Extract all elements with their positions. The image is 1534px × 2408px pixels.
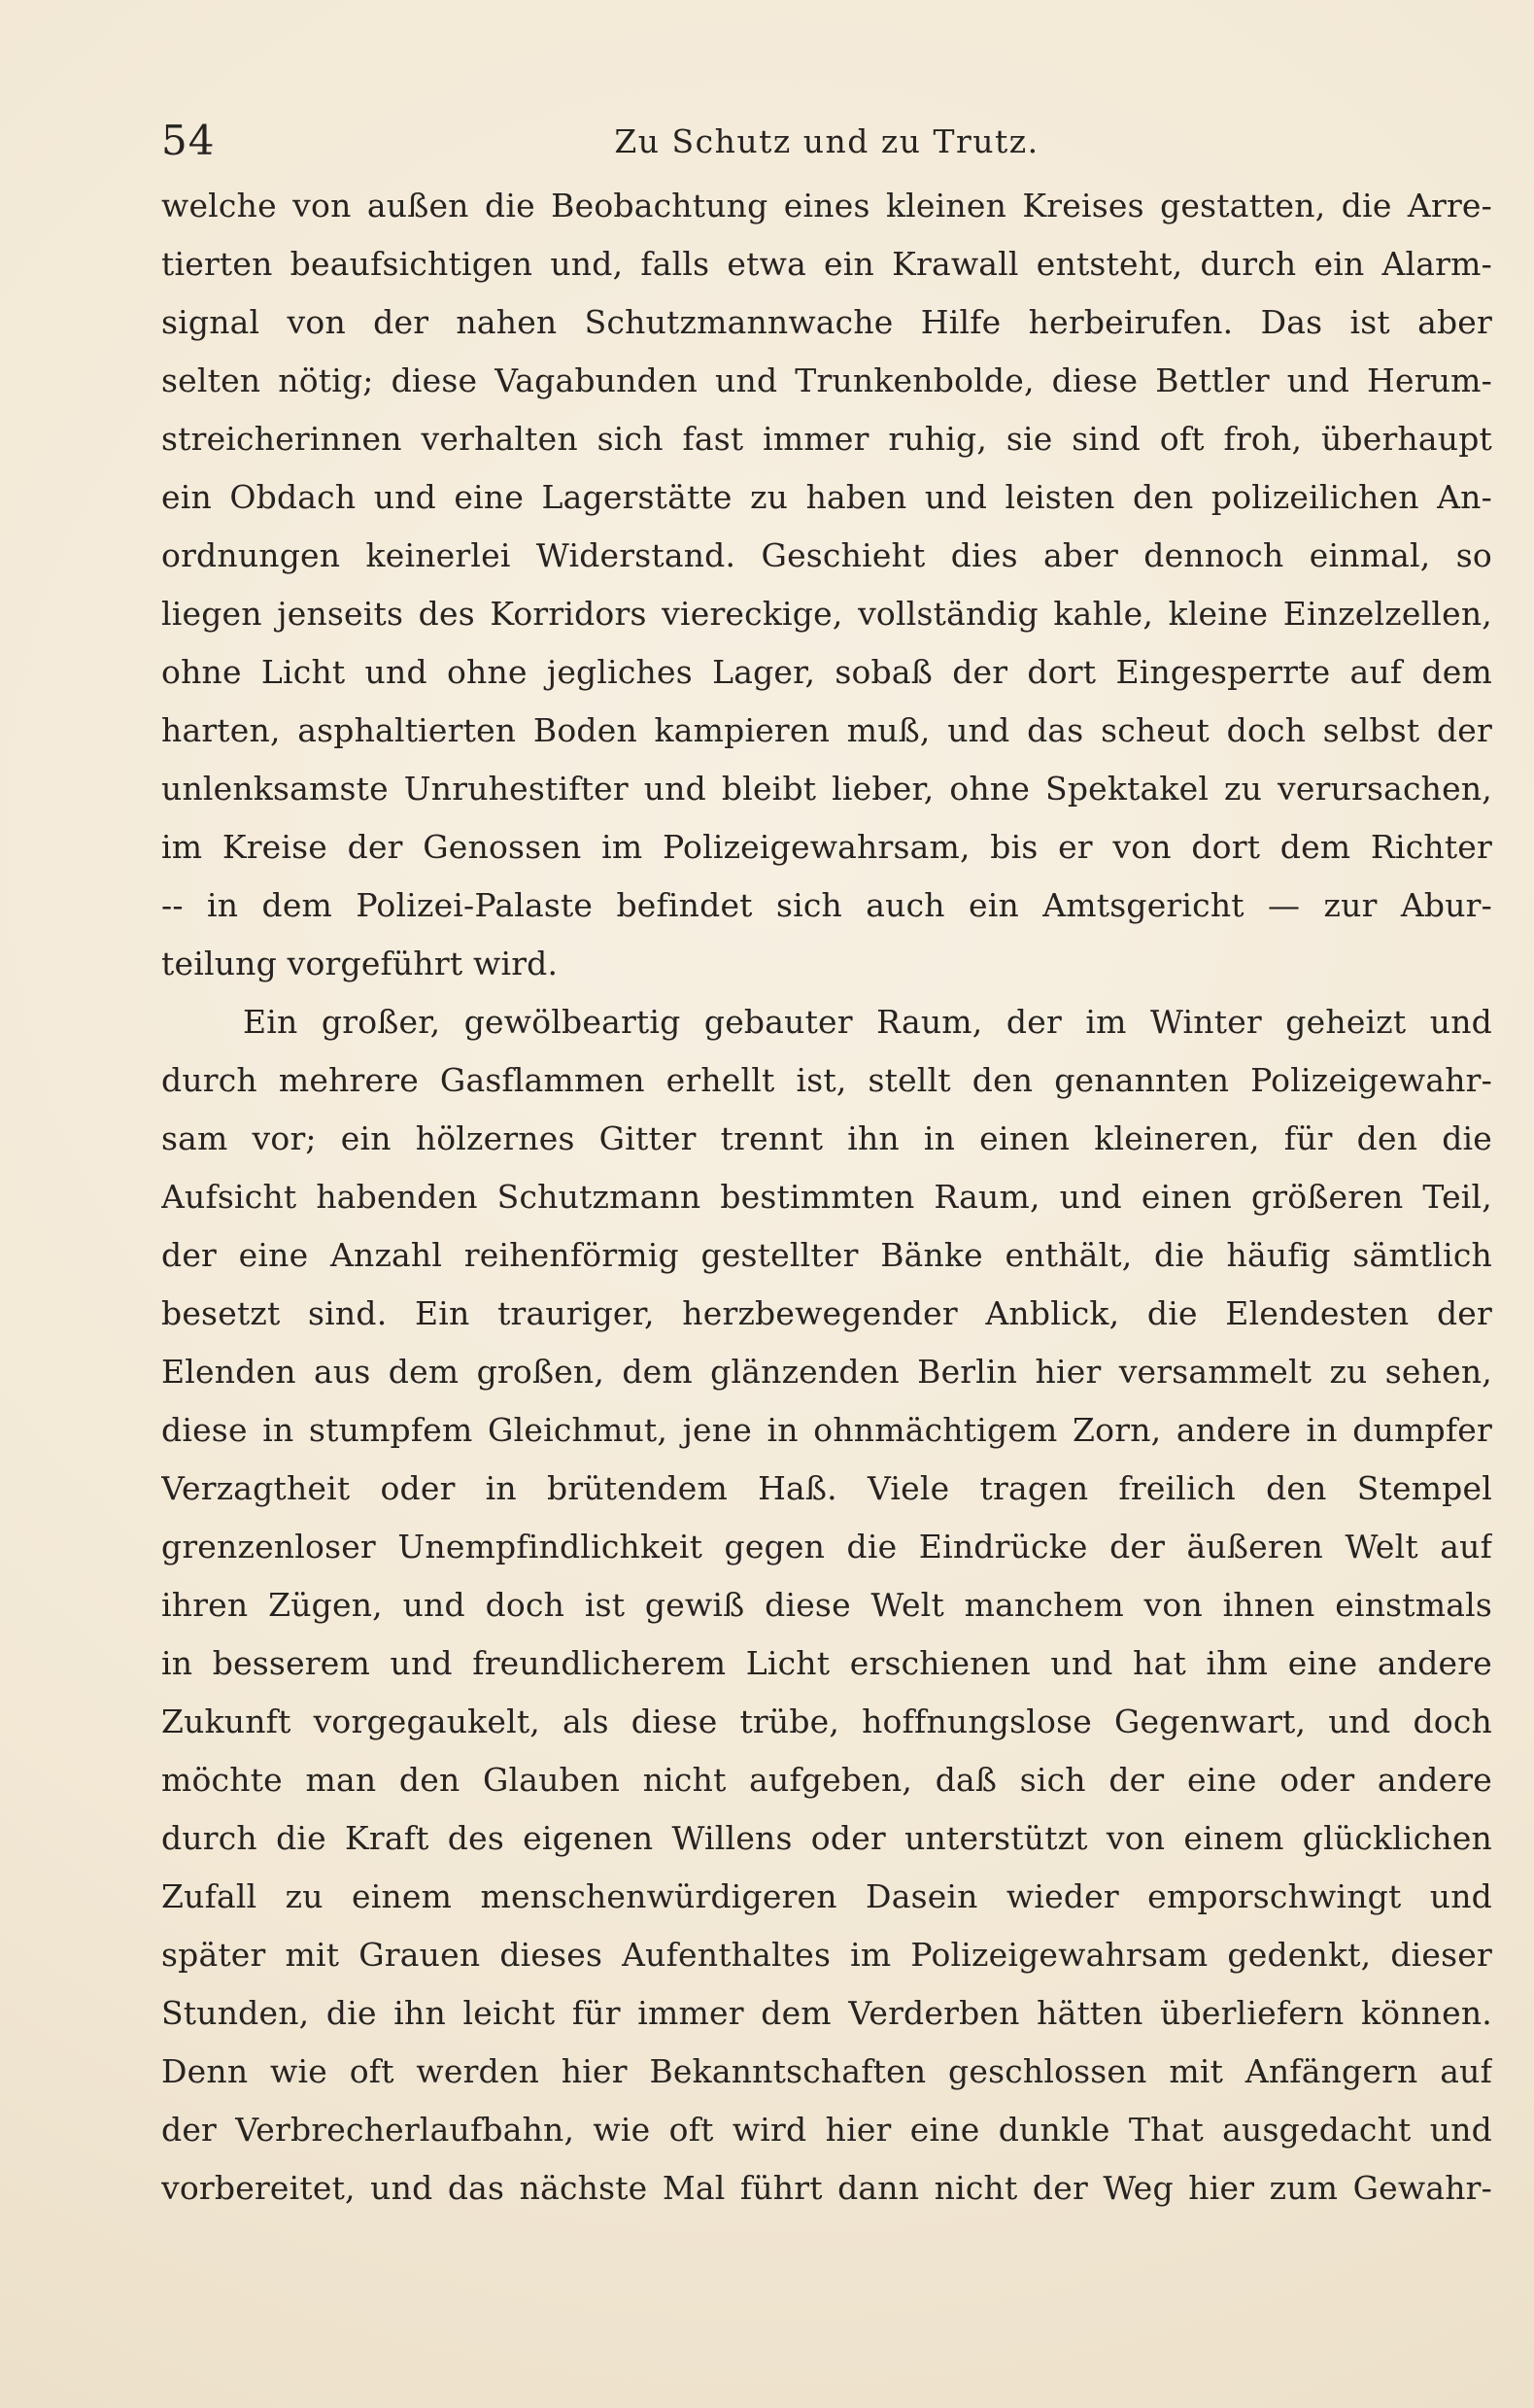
text-line: Stunden, die ihn leicht für immer dem Verderben hätten überliefern können. bbox=[161, 1994, 1492, 2032]
text-line: Ein großer, gewölbeartig gebauter Raum, der im Winter geheizt und bbox=[243, 1003, 1492, 1041]
text-line: ein Obdach und eine Lagerstätte zu haben und leisten den polizeilichen An- bbox=[161, 478, 1492, 516]
text-line: unlenksamste Unruhestifter und bleibt lieber, ohne Spektakel zu verursachen, bbox=[161, 770, 1492, 808]
text-line: selten nötig; diese Vagabunden und Trunkenbolde, diese Bettler und Herum- bbox=[161, 361, 1492, 399]
text-line: Zukunft vorgegaukelt, als diese trübe, hoffnungslose Gegenwart, und doch bbox=[161, 1703, 1492, 1740]
page-header bbox=[161, 115, 1492, 167]
text-line: vorbereitet, und das nächste Mal führt dann nicht der Weg hier zum Gewahr- bbox=[161, 2169, 1492, 2207]
text-line: Denn wie oft werden hier Bekanntschaften geschlossen mit Anfängern auf bbox=[161, 2052, 1492, 2090]
text-line: Elenden aus dem großen, dem glänzenden Berlin hier versammelt zu sehen, bbox=[161, 1353, 1492, 1391]
text-line: ihren Zügen, und doch ist gewiß diese Welt manchem von ihnen einstmals bbox=[161, 1586, 1492, 1624]
text-line: der eine Anzahl reihenförmig gestellter Bänke enthält, die häufig sämtlich bbox=[161, 1236, 1492, 1274]
text-line: tierten beaufsichtigen und, falls etwa ein Krawall entsteht, durch ein Alarm- bbox=[161, 245, 1492, 283]
text-line: -- in dem Polizei-Palaste befindet sich auch ein Amtsgericht — zur Abur- bbox=[161, 886, 1492, 924]
text-line: im Kreise der Genossen im Polizeigewahrsam, bis er von dort dem Richter bbox=[161, 828, 1492, 866]
text-line: in besserem und freundlicherem Licht erschienen und hat ihm eine andere bbox=[161, 1644, 1492, 1682]
text-line: Aufsicht habenden Schutzmann bestimmten Raum, und einen größeren Teil, bbox=[161, 1178, 1492, 1216]
text-line: Zufall zu einem menschenwürdigeren Dasein wieder emporschwingt und bbox=[161, 1877, 1492, 1915]
text-line: besetzt sind. Ein trauriger, herzbewegender Anblick, die Elendesten der bbox=[161, 1294, 1492, 1332]
text-line: streicherinnen verhalten sich fast immer ruhig, sie sind oft froh, überhaupt bbox=[161, 420, 1492, 458]
text-line: der Verbrecherlaufbahn, wie oft wird hier eine dunkle That ausgedacht und bbox=[161, 2111, 1492, 2149]
text-line: teilung vorgeführt wird. bbox=[161, 945, 559, 982]
text-line: diese in stumpfem Gleichmut, jene in ohnmächtigem Zorn, andere in dumpfer bbox=[161, 1411, 1492, 1449]
text-line: Verzagtheit oder in brütendem Haß. Viele tragen freilich den Stempel bbox=[161, 1469, 1492, 1507]
text-line: später mit Grauen dieses Aufenthaltes im Polizeigewahrsam gedenkt, dieser bbox=[161, 1936, 1492, 1974]
text-line: möchte man den Glauben nicht aufgeben, daß sich der eine oder andere bbox=[161, 1761, 1492, 1799]
body-text bbox=[161, 177, 1492, 2218]
text-line: durch die Kraft des eigenen Willens oder unterstützt von einem glücklichen bbox=[161, 1819, 1492, 1857]
text-line: durch mehrere Gasflammen erhellt ist, stellt den genannten Polizeigewahr- bbox=[161, 1061, 1492, 1099]
running-title: Zu Schutz und zu Trutz. bbox=[614, 122, 1040, 160]
page-number: 54 bbox=[161, 117, 216, 164]
text-line: welche von außen die Beobachtung eines kleinen Kreises gestatten, die Arre- bbox=[161, 187, 1492, 224]
text-line: harten, asphaltierten Boden kampieren muß, und das scheut doch selbst der bbox=[161, 711, 1492, 749]
text-line: ohne Licht und ohne jegliches Lager, sobaß der dort Eingesperrte auf dem bbox=[161, 653, 1492, 691]
text-line: grenzenloser Unempfindlichkeit gegen die Eindrücke der äußeren Welt auf bbox=[161, 1528, 1492, 1565]
text-line: sam vor; ein hölzernes Gitter trennt ihn in einen kleineren, für den die bbox=[161, 1119, 1492, 1157]
paragraph-2 bbox=[161, 993, 1492, 2218]
text-line: signal von der nahen Schutzmannwache Hilfe herbeirufen. Das ist aber bbox=[161, 303, 1492, 341]
text-line: ordnungen keinerlei Widerstand. Geschieht dies aber dennoch einmal, so bbox=[161, 536, 1492, 574]
paragraph-1 bbox=[161, 177, 1492, 993]
text-line: liegen jenseits des Korridors viereckige, vollständig kahle, kleine Einzelzellen, bbox=[161, 595, 1492, 633]
